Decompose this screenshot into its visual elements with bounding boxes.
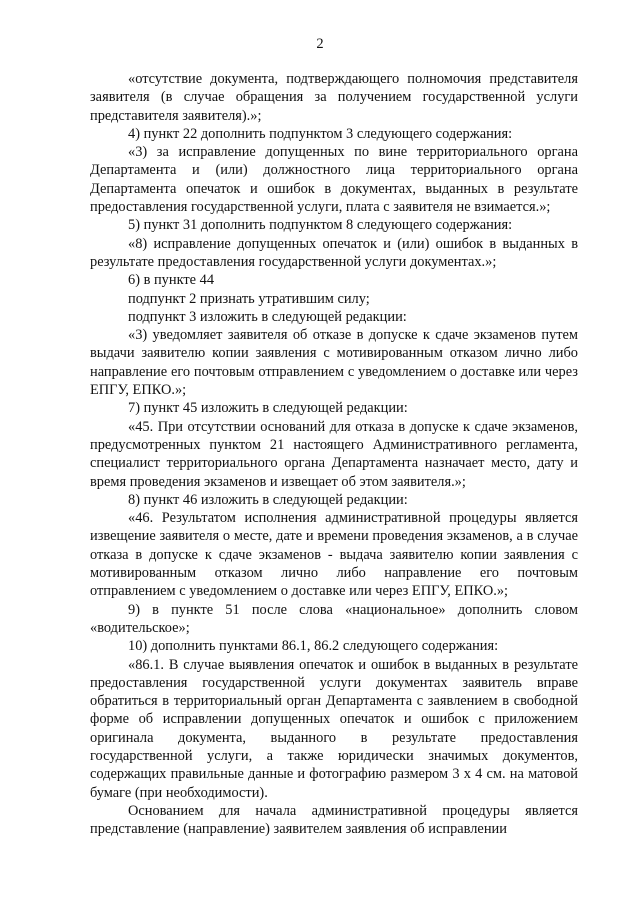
paragraph: «8) исправление допущенных опечаток и (или) ошибок в выданных в результате предоставления государственной услуги документах.»; [90,235,578,270]
paragraph: 7) пункт 45 изложить в следующей редакции: [128,400,408,417]
paragraph: 6) в пункте 44 [128,272,215,289]
paragraph: 4) пункт 22 дополнить подпунктом 3 следующего содержания: [128,125,513,142]
paragraph: 8) пункт 46 изложить в следующей редакции: [128,491,408,508]
paragraph: 9) в пункте 51 после слова «национальное» дополнить словом «водительское»; [90,601,578,636]
paragraph: «отсутствие документа, подтверждающего полномочия представителя заявителя (в случае обращения за получением государственной услуги представителя заявителя).»; [90,71,578,124]
paragraph: 10) дополнить пунктами 86.1, 86.2 следующего содержания: [128,638,499,655]
paragraph: «45. При отсутствии оснований для отказа в допуске к сдаче экзаменов, предусмотренных пунктом 21 настоящего Административного регламента, специалист территориального органа Департамента назначает место, дату и время проведения экзаменов и извещает об этом заявителя.»; [90,418,578,490]
document-body [90,70,578,838]
page-number: 2 [316,36,324,52]
paragraph: «86.1. В случае выявления опечаток и ошибок в выданных в результате предоставления государственной услуги документах заявитель вправе обратиться в территориальный орган Департамента с заявлением в свободной форме об исправлении допущенных опечаток и ошибок с приложением оригинала документа, выданного в результате предоставления государственной услуги, а также юридически значимых документов, содержащих правильные данные и фотографию размером 3 х 4 см. на матовой бумаге (при необходимости). [90,656,578,801]
paragraph: подпункт 2 признать утратившим силу; [128,290,370,307]
paragraph: «3) уведомляет заявителя об отказе в допуске к сдаче экзаменов путем выдачи заявителю копии заявления с мотивированным отказом лично либо направление его почтовым отправлением с уведомлением о доставке или через ЕПГУ, ЕПКО.»; [90,327,578,399]
paragraph: подпункт 3 изложить в следующей редакции: [128,308,407,325]
paragraph: «46. Результатом исполнения административной процедуры является извещение заявителя о месте, дате и времени проведения экзаменов, а в случае отказа в допуске к сдаче экзаменов - выдача заявителю копии заявления с мотивированным отказом лично либо направление его почтовым отправлением с уведомлением о доставке или через ЕПГУ, ЕПКО.»; [90,510,578,600]
paragraph: 5) пункт 31 дополнить подпунктом 8 следующего содержания: [128,217,513,234]
paragraph: «3) за исправление допущенных по вине территориального органа Департамента и (или) должностного лица территориального органа Департамента опечаток и ошибок в документах, выданных в результате предоставления государственной услуги, плата с заявителя не взимается.»; [90,144,578,216]
paragraph: Основанием для начала административной процедуры является представление (направление) заявителем заявления об исправлении [90,802,578,838]
